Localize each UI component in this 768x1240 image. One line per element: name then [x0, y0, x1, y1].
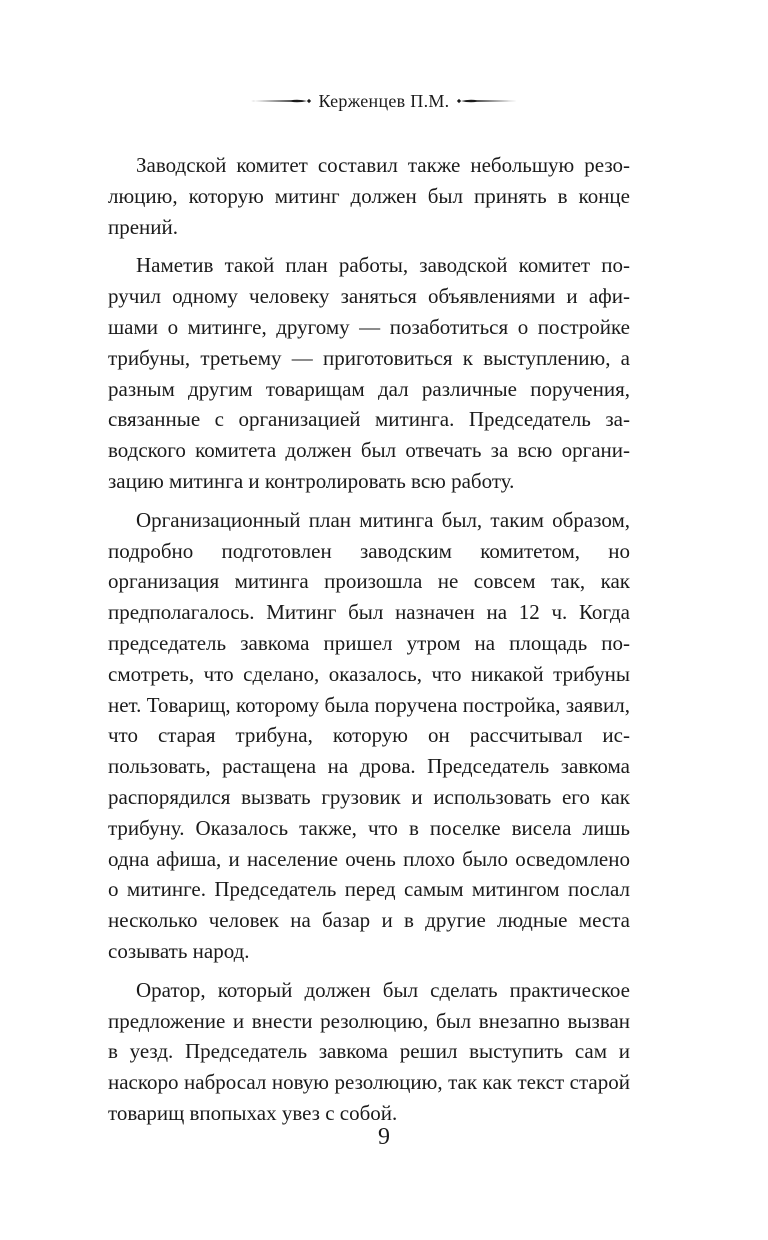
left-ornament-rule [251, 96, 313, 106]
body-text [108, 150, 630, 1129]
right-ornament-rule [455, 96, 517, 106]
paragraph: Заводской комитет составил также небольшую резолюцию, которую митинг должен был принять в конце прений. [108, 153, 630, 239]
running-header [0, 86, 768, 116]
paragraph: Организационный план митинга был, таким образом, подробно подготовлен заводским комитетом, но организация митинга произошла не совсем так, как предполагалось. Митинг был назначен на 12 ч. Когда председатель завкома пришел утром на площадь посмотреть, что сделано, оказалось, что никакой трибуны нет. Товарищ, которому была поручена постройка, заявил, что старая трибуна, которую он рассчитывал использовать, растащена на дрова. Председатель завкома распорядился вызвать грузовик и использовать его как трибуну. Оказалось также, что в поселке висела лишь одна афиша, и население очень плохо было осведомлено о митинге. Председатель перед самым митингом послал несколько человек на базар и в другие людные места созывать народ. [108, 507, 630, 963]
paragraph: Наметив такой план работы, заводской комитет поручил одному человеку заняться объявлениями и афишами о митинге, другому — позаботиться о постройке трибуны, третьему — приготовиться к выступлению, а разным другим товарищам дал различные поручения, связанные с организацией митинга. Председатель заводского комитета должен был отвечать за всю организацию митинга и контролировать всю работу. [108, 253, 630, 493]
paragraph: Оратор, который должен был сделать практическое предложение и внести резолюцию, был внезапно вызван в уезд. Председатель завкома решил выступить сам и наскоро набросал новую резолюцию, так как текст старой товарищ впопыхах увез с собой. [108, 977, 630, 1125]
running-title: Керженцев П.М. [318, 90, 450, 111]
page-number: 9 [378, 1124, 390, 1150]
